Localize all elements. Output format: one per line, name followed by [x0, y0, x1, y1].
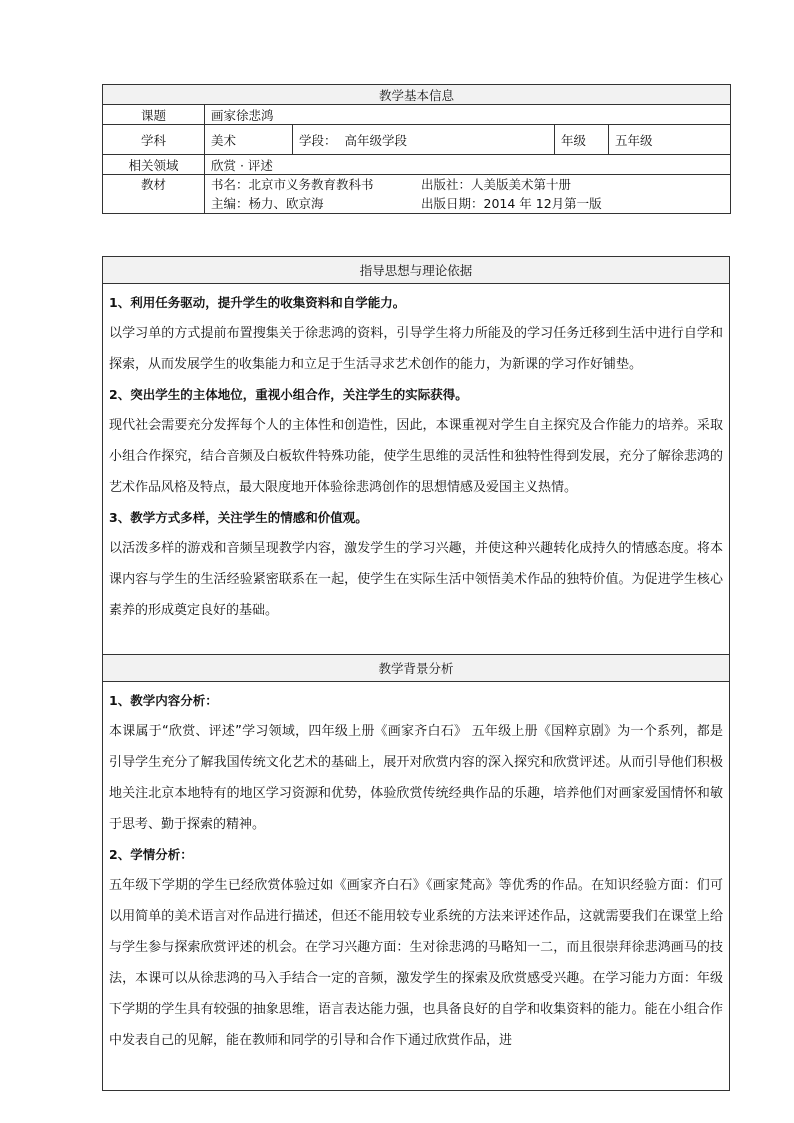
guide-heading-1: 1、利用任务驱动，提升学生的收集资料和自学能力。 — [109, 295, 406, 310]
guide-para-1: 以学习单的方式提前布置搜集关于徐悲鸿的资料，引导学生将力所能及的学习任务迁移到生活中进行自学和探索，从而发展学生的收集能力和立足于生活寻求艺术创作的能力，为新课的学习作好铺垫。 — [109, 326, 723, 372]
grade-value: 五年级 — [609, 125, 731, 155]
book-name: 书名：北京市义务教育教科书 — [211, 177, 374, 192]
guide-table — [102, 256, 730, 1091]
guide-heading-3: 3、教学方式多样，关注学生的情感和价值观。 — [109, 510, 368, 525]
pub-date: 出版日期：2014 年 12月第一版 — [421, 196, 602, 211]
stage-cell — [293, 125, 555, 155]
grade-label: 年级 — [555, 125, 609, 155]
guide-body — [103, 284, 730, 655]
publisher: 出版社：人美版美术第十册 — [421, 177, 572, 192]
subject-label: 学科 — [103, 125, 205, 155]
editor: 主编：杨力、欧京海 — [211, 196, 324, 211]
field-label: 相关领域 — [103, 155, 205, 175]
topic-value: 画家徐悲鸿 — [205, 105, 731, 125]
background-title: 教学背景分析 — [103, 655, 730, 682]
background-body — [103, 682, 730, 1091]
guide-heading-2: 2、突出学生的主体地位，重视小组合作，关注学生的实际获得。 — [109, 387, 468, 402]
background-heading-1: 1、教学内容分析： — [109, 693, 218, 708]
textbook-label: 教材 — [103, 175, 205, 214]
textbook-value — [205, 175, 731, 214]
background-heading-2: 2、学情分析： — [109, 847, 193, 862]
subject-value: 美术 — [205, 125, 293, 155]
basic-info-table — [102, 84, 731, 214]
background-para-2: 五年级下学期的学生已经欣赏体验过如《画家齐白石》《画家梵高》等优秀的作品。在知识经验方面：们可以用简单的美术语言对作品进行描述，但还不能用较专业系统的方法来评述作品，这就需要我们在课堂上给与学生参与探索欣赏评述的机会。在学习兴趣方面：生对徐悲鸿的马略知一二，而且很崇拜徐悲鸿画马的技法，本课可以从徐悲鸿的马入手结合一定的音频，激发学生的探索及欣赏感受兴趣。在学习能力方面：年级下学期的学生具有较强的抽象思维，语言表达能力强，也具备良好的自学和收集资料的能力。能在小组合作中发表自己的见解，能在教师和同学的引导和合作下通过欣赏作品，进 — [109, 878, 723, 1048]
background-para-1: 本课属于“欣赏、评述”学习领域，四年级上册《画家齐白石》 五年级上册《国粹京剧》为一个系列，都是引导学生充分了解我国传统文化艺术的基础上，展开对欣赏内容的深入探究和欣赏评述。从而引导他们积极地关注北京本地特有的地区学习资源和优势，体验欣赏传统经典作品的乐趣，培养他们对画家爱国情怀和敏于思考、勤于探索的精神。 — [109, 724, 723, 832]
guide-para-3: 以活泼多样的游戏和音频呈现教学内容，激发学生的学习兴趣，并使这种兴趣转化成持久的情感态度。将本课内容与学生的生活经验紧密联系在一起，使学生在实际生活中领悟美术作品的独特价值。为促进学生核心素养的形成奠定良好的基础。 — [109, 541, 723, 618]
basic-info-title: 教学基本信息 — [103, 85, 731, 105]
stage-value: 高年级学段 — [344, 132, 407, 148]
guide-title: 指导思想与理论依据 — [103, 257, 730, 284]
stage-label: 学段： — [299, 132, 337, 148]
topic-label: 课题 — [103, 105, 205, 125]
field-value: 欣赏 · 评述 — [205, 155, 731, 175]
guide-para-2: 现代社会需要充分发挥每个人的主体性和创造性，因此，本课重视对学生自主探究及合作能力的培养。采取小组合作探究，结合音频及白板软件特殊功能，使学生思维的灵活性和独特性得到发展，充分了解徐悲鸿的艺术作品风格及特点，最大限度地开体验徐悲鸿创作的思想情感及爱国主义热情。 — [109, 418, 723, 495]
